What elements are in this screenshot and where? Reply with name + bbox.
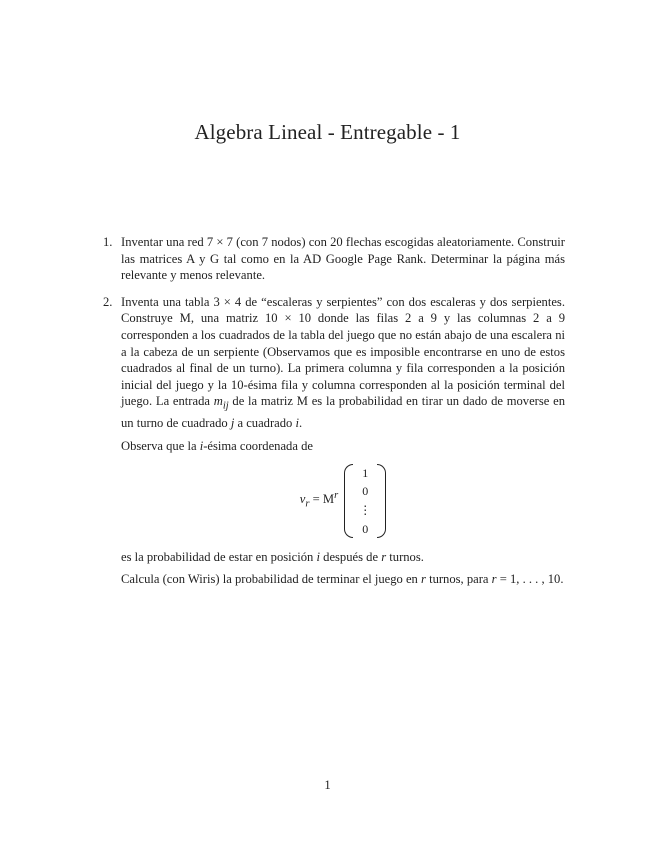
right-paren: [377, 464, 386, 538]
equation-lhs: $v_r = M^r$: [299, 489, 339, 510]
vector-entry: 1: [362, 465, 369, 480]
item-number: 2.: [103, 294, 113, 309]
observa-text: Observa que la i-ésima coordenada de: [121, 439, 313, 454]
column-vector: [344, 464, 386, 538]
probability-text: es la probabilidad de estar en posición i después de r turnos.: [121, 549, 424, 564]
item-number: 1.: [103, 235, 113, 249]
page-title: Algebra Lineal - Entregable - 1: [194, 120, 461, 144]
left-paren: [344, 464, 353, 538]
exercise-1-text: Inventar una red 7 × 7 (con 7 nodos) con 20 flechas escogidas aleatoriamente. Construir las matrices A y G tal como en la AD Google Page Rank. Determinar la página más relevante y menos relevante.: [121, 235, 565, 283]
exercise-2: [103, 294, 565, 588]
exercise-1: [103, 234, 565, 284]
vector-entries: [353, 464, 377, 538]
calcula-text: Calcula (con Wiris) la probabilidad de terminar el juego en r turnos, para r = 1, . . . , 10.: [121, 572, 564, 587]
equation: [121, 463, 565, 539]
vector-entry: 0: [362, 484, 369, 499]
page-number: 1: [324, 778, 331, 792]
exercise-2-text: Inventa una tabla 3 × 4 de “escaleras y serpientes” con dos escaleras y dos serpientes. Construye M, una matriz 10 × 10 donde las filas 2 a 9 y las columnas 2 a 9 corresponden a los cuadrados de la tabla del juego que no están abajo de una escalera ni a la cabeza de un serpiente (Observamos que es imposible encontrarse en uno de estos cuadrados al final de un turno). La primera columna y fila corresponden a la posición inicial del juego y la 10-ésima fila y columna corresponden al la posición terminal del juego. La entrada $m_{ij}$ de la matriz M es la probabilidad en tirar un dado de moverse en un turno de cuadrado j a cuadrado i.: [121, 294, 565, 431]
exercise-list: [103, 234, 565, 598]
vector-entry: ⋮: [359, 502, 372, 517]
vector-entry: 0: [362, 521, 369, 536]
